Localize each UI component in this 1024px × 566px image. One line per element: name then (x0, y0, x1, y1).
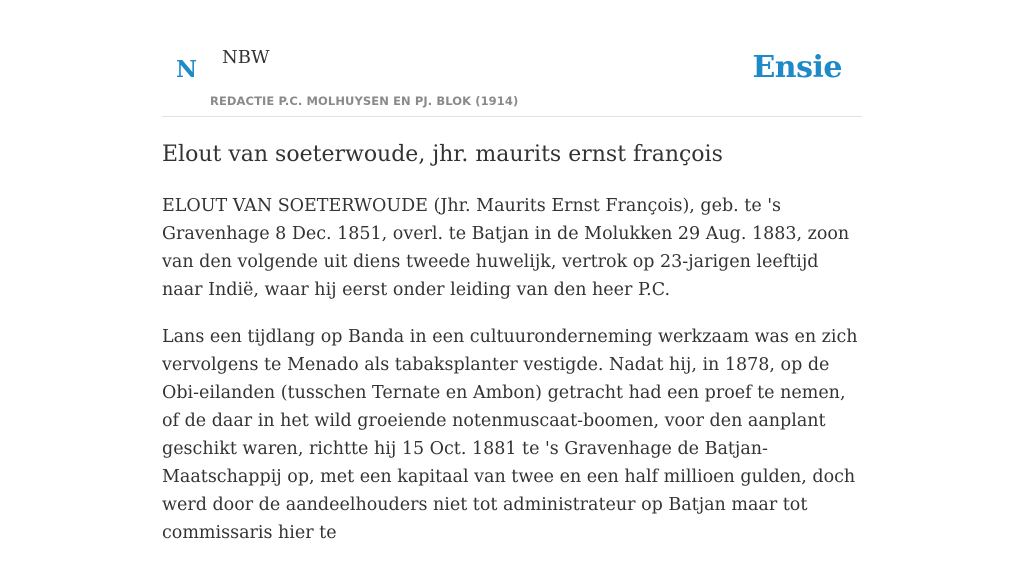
source-subtitle: REDACTIE P.C. MOLHUYSEN EN PJ. BLOK (1914) (210, 94, 519, 108)
article-body (162, 192, 862, 566)
article-title: Elout van soeterwoude, jhr. maurits ernst françois (162, 142, 723, 167)
brand-logo[interactable]: Ensie (752, 50, 842, 85)
source-name[interactable]: NBW (222, 47, 270, 68)
article-paragraph: ELOUT VAN SOETERWOUDE (Jhr. Maurits Ernst François), geb. te 's Gravenhage 8 Dec. 1851, overl. te Batjan in de Molukken 29 Aug. 1883, zoon van den volgende uit diens tweede huwelijk, vertrok op 23-jarigen leeftijd naar Indië, waar hij eerst onder leiding van den heer P.C. (162, 196, 850, 300)
content-container (162, 0, 862, 543)
source-header (162, 0, 862, 117)
article-paragraph: Lans een tijdlang op Banda in een cultuuronderneming werkzaam was en zich vervolgens te Menado als tabaksplanter vestigde. Nadat hij, in 1878, op de Obi-eilanden (tusschen Ternate en Ambon) getracht had een proef te nemen, of de daar in het wild groeiende notenmuscaat-boomen, voor den aanplant geschikt waren, richtte hij 15 Oct. 1881 te 's Gravenhage de Batjan-Maatschappij op, met een kapitaal van twee en een half millioen gulden, doch werd door de aandeelhouders niet tot administrateur op Batjan maar tot commissaris hier te (162, 327, 858, 543)
source-logo[interactable]: N (176, 56, 198, 83)
